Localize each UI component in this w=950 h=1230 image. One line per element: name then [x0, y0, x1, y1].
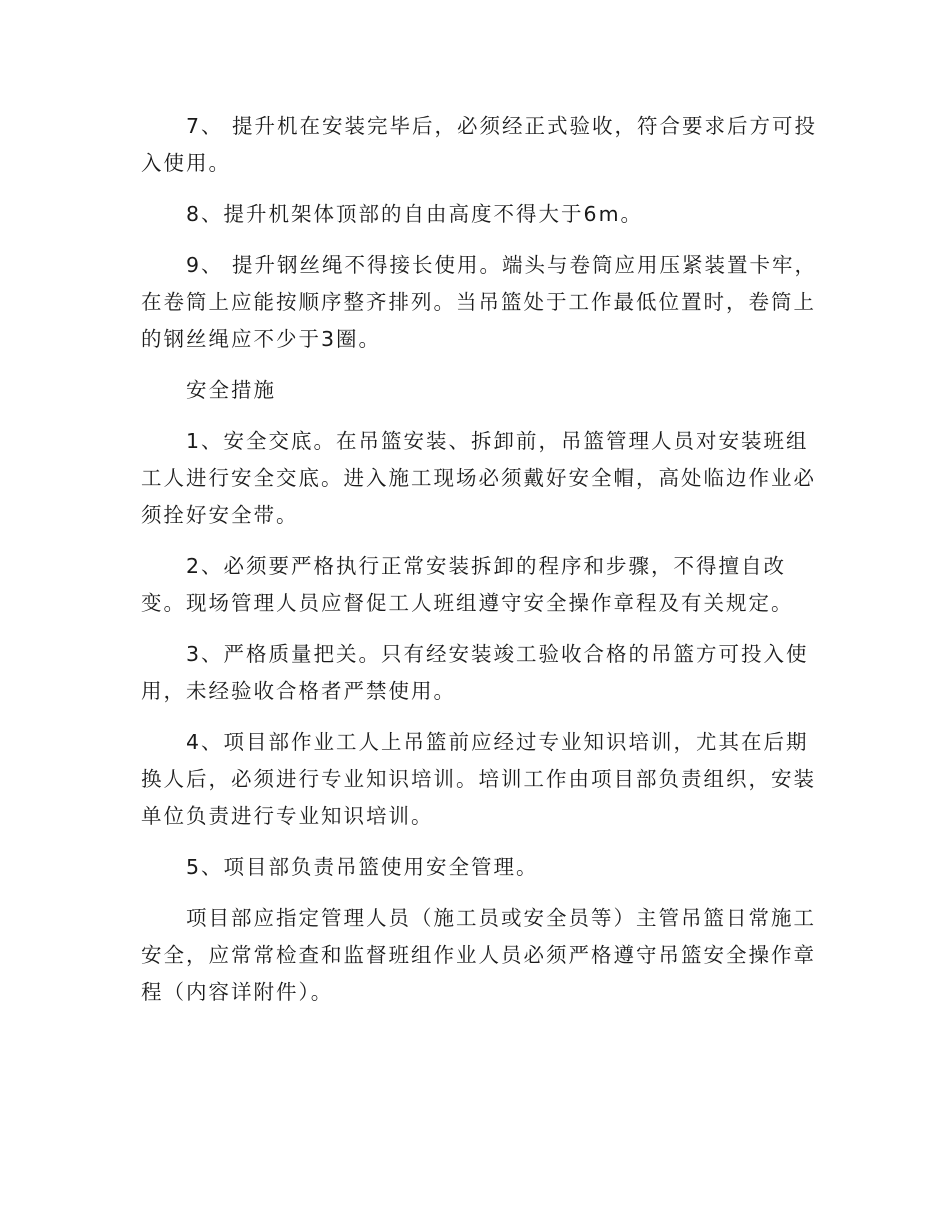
paragraph-measure-5: 5、项目部负责吊篮使用安全管理。 [186, 855, 539, 879]
document-body [141, 108, 821, 1025]
paragraph-management-note: 项目部应指定管理人员（施工员或安全员等）主管吊篮日常施工安全，应常常检查和监督班组作业人员必须严格遵守吊篮安全操作章程（内容详附件）。 [141, 906, 816, 1004]
paragraph-measure-3: 3、严格质量把关。只有经安装竣工验收合格的吊篮方可投入使用，未经验收合格者严禁使用。 [141, 642, 809, 703]
paragraph-measure-2: 2、必须要严格执行正常安装拆卸的程序和步骤，不得擅自改变。现场管理人员应督促工人班组遵守安全操作章程及有关规定。 [141, 554, 794, 615]
paragraph-measure-1: 1、安全交底。在吊篮安装、拆卸前，吊篮管理人员对安装班组工人进行安全交底。进入施工现场必须戴好安全帽，高处临边作业必须拴好安全带。 [141, 429, 816, 527]
paragraph-item-9: 9、 提升钢丝绳不得接长使用。端头与卷筒应用压紧装置卡牢，在卷筒上应能按顺序整齐排列。当吊篮处于工作最低位置时，卷筒上的钢丝绳应不少于3圈。 [141, 253, 818, 351]
paragraph-item-7: 7、 提升机在安装完毕后，必须经正式验收，符合要求后方可投入使用。 [141, 114, 818, 175]
paragraph-measure-4: 4、项目部作业工人上吊篮前应经过专业知识培训，尤其在后期换人后，必须进行专业知识培训。培训工作由项目部负责组织，安装单位负责进行专业知识培训。 [141, 730, 816, 828]
paragraph-item-8: 8、提升机架体顶部的自由高度不得大于6m。 [186, 202, 644, 226]
section-heading-safety-measures: 安全措施 [186, 378, 276, 402]
